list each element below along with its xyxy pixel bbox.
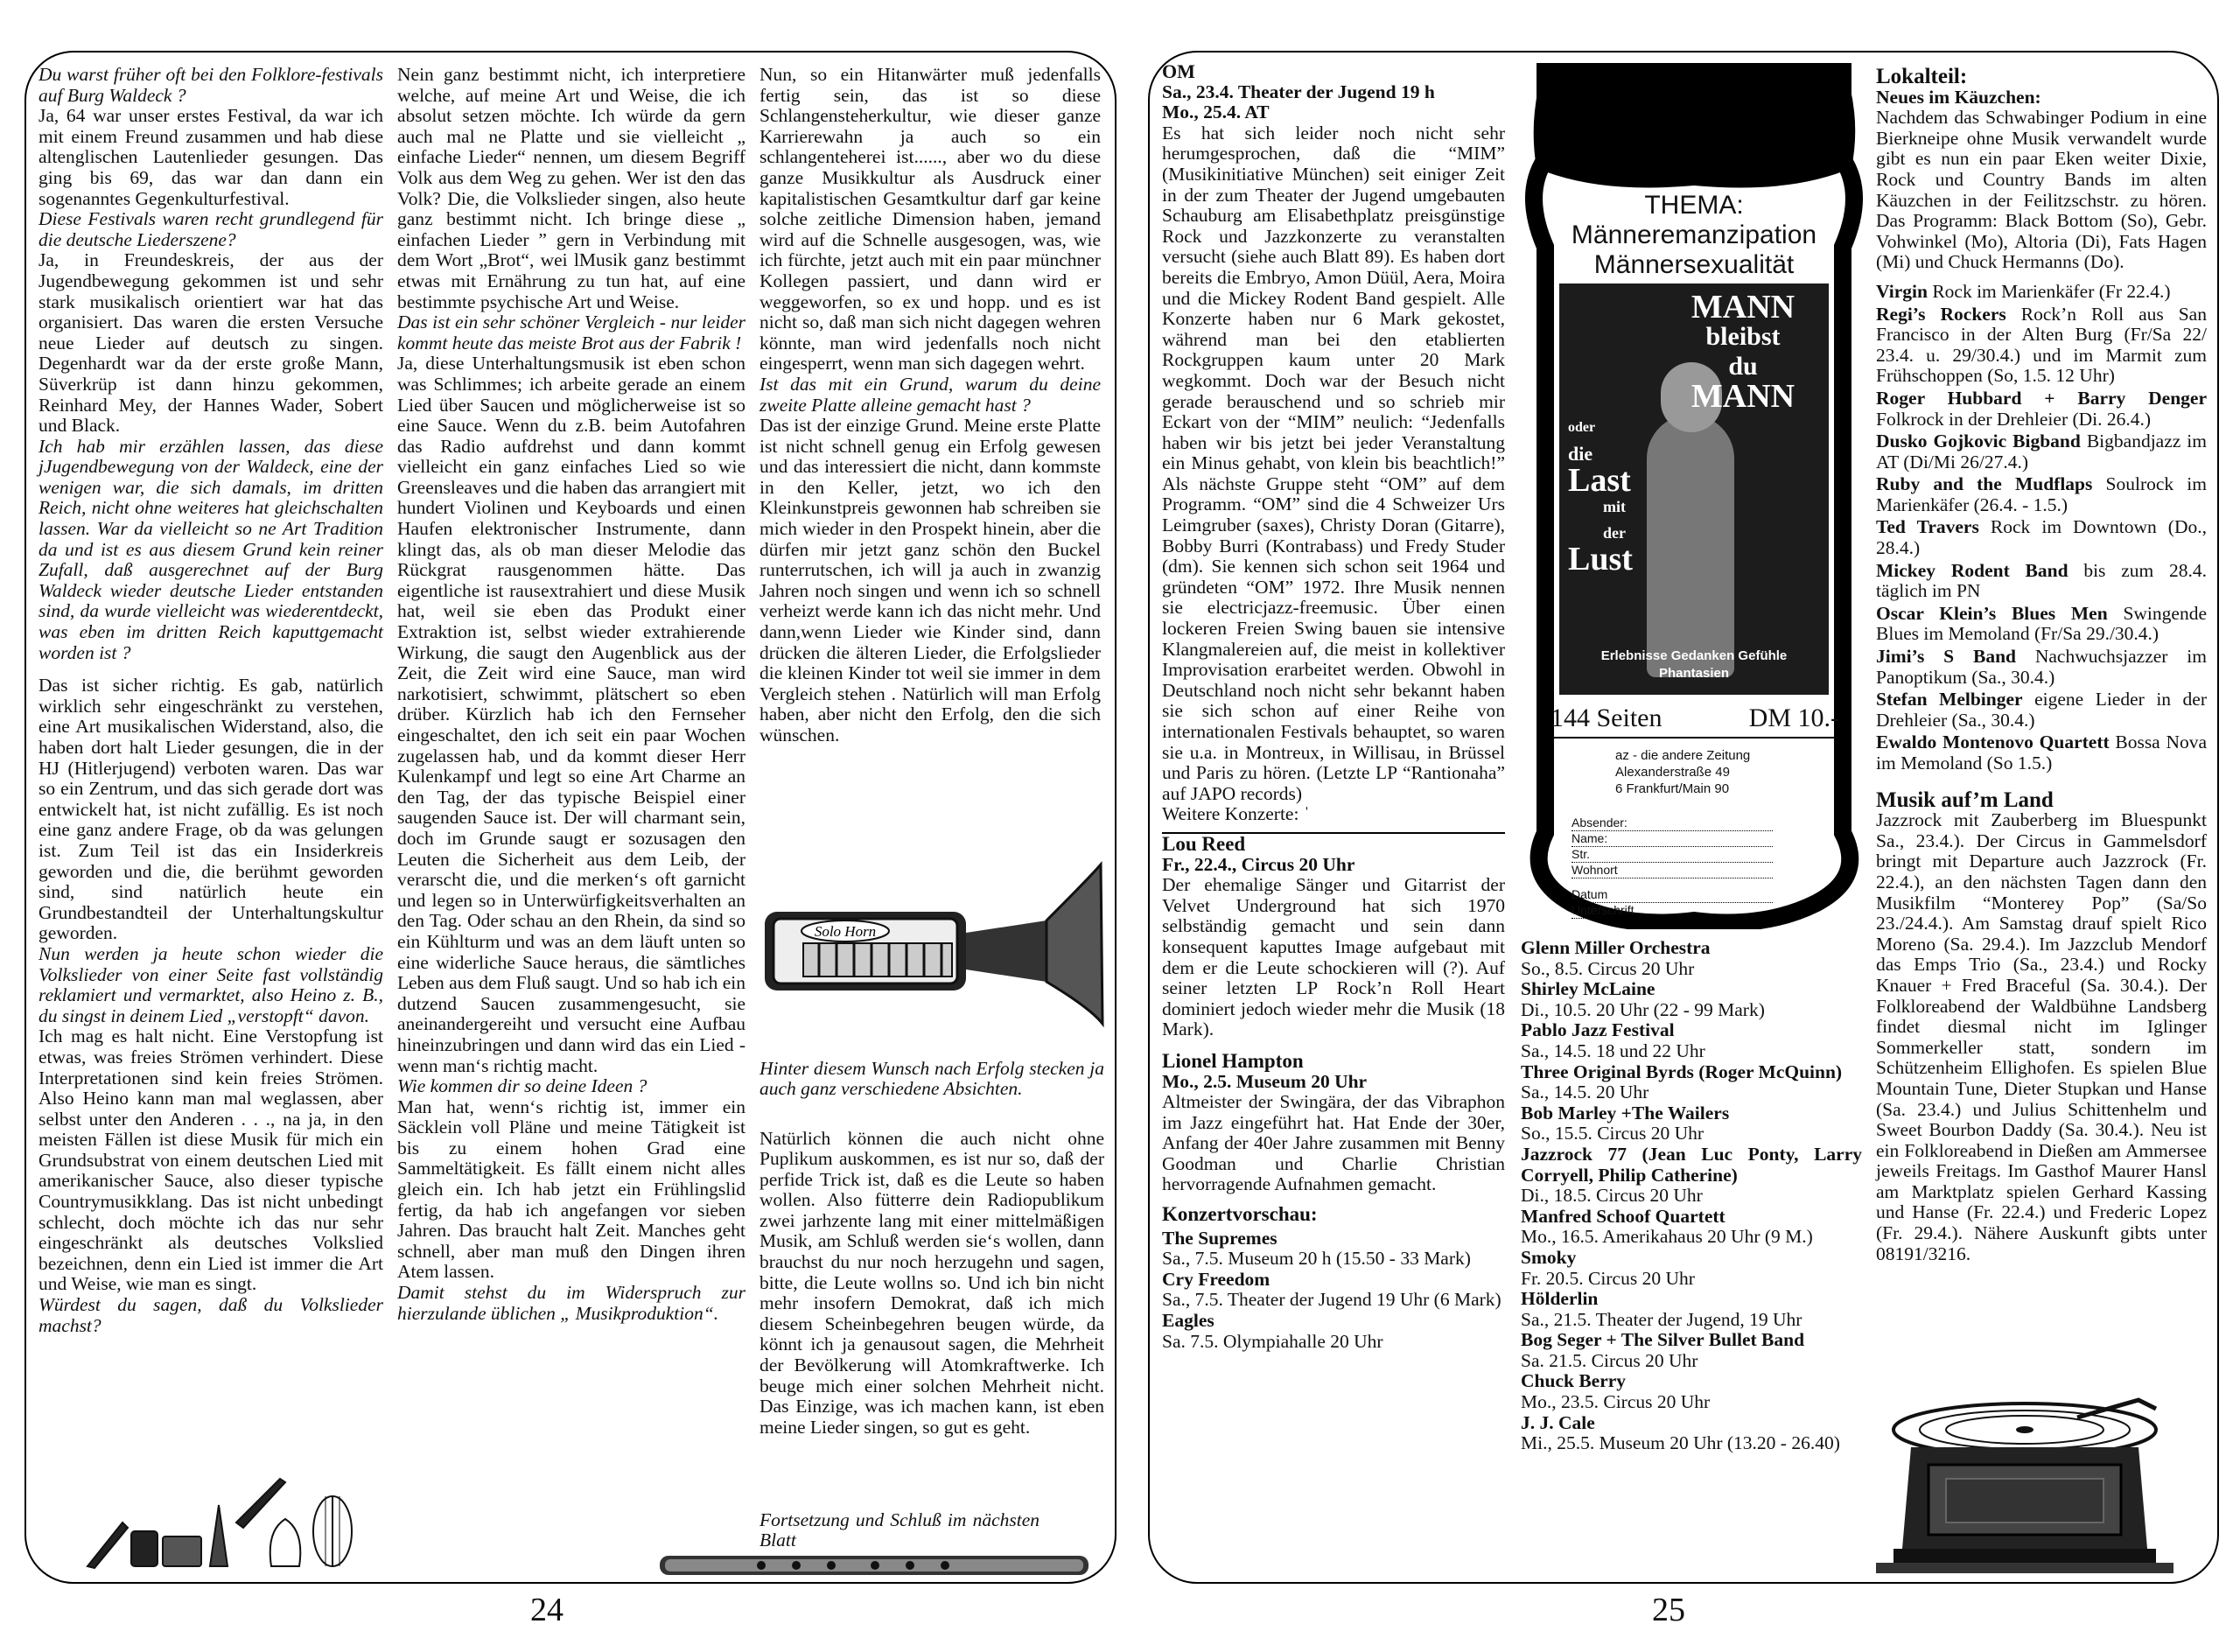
interview-answer: Ja, 64 war unser erstes Festival, da war ich mit einem Freund zusammen und hab diese altenglischen Lautenlieder gesungen. Das ging bis 69, das war dan dann ein sogenanntes Gegenkulturfestival.: [38, 105, 383, 209]
interview-answer: Ja, diese Unterhaltungsmusik ist eben schon was Schlimmes; ich arbeite gerade an einem Lied über Saucen und möglicherweise ist so eine Sauce. Wenn du z.B. beim Autofahren das Radio aufdrehst und dann kommt vielleicht ein ganz einfaches Lied so wie Greensleaves und die haben das arrangiert mit hundert Violinen und Keyboards und einen Haufen elektronischer Instrumente, dann klingt das, als ob man dieser Melodie das Rückgrat rausgenommen hätte. Das eigentliche ist rausextrahiert und diese Musik hat, weil sie eben das Produkt einer Extraktion ist, selbst wieder extrahierende Wirkung, die saugt den Augenblick aus der Zeit, die Zeit wird eine Sauce, man wird narkotisiert, schwimmt, plätschert so eben drüber. Kürzlich hab ich den Fernseher eingeschaltet, den ich seit ein paar Wochen zugelassen hab, und da kommt dieser Herr Kulenkampf und legt so eine Art Charme an den Tag, der das typische Beispiel einer saugenden Sauce ist. Der will charmant sein, doch im Grunde saugt er sozusagen den Leuten die Sicherheit aus dem Leib, der verarscht die, und die merken‘s oft garnicht und legen so in Unterwürfigkeitsverhalten an den Tag. Oder schau an den Rhein, da sind so ein Kühlturm und was an dem läuft unten so eine widerliche Sauce heraus, die sämtliches Leben aus dem Fluß saugt. Und so hab ich ein dutzend Saucen zusammengesucht, sie aneinandergereiht und versucht eine Aufbau hineinzubringen und dann wird das ein Lied - wenn man‘s richtig macht.: [397, 353, 746, 1076]
lokal-list: [1876, 282, 2207, 774]
ad-address-1: az - die andere Zeitung: [1615, 748, 1751, 763]
listing-item: [1521, 1103, 1862, 1144]
listing-item: [1521, 1144, 1862, 1207]
interview-column-1: [38, 65, 383, 1336]
listing-name: Bog Seger + The Silver Bullet Band: [1521, 1329, 1805, 1351]
listing-info: Mo., 16.5. Amerikahaus 20 Uhr (9 M.): [1521, 1226, 1813, 1248]
listing-name: Eagles: [1162, 1310, 1214, 1332]
form-field: [1572, 903, 1773, 919]
listing-info: Di., 18.5. Circus 20 Uhr: [1521, 1185, 1703, 1207]
listing-item: [1521, 1330, 1862, 1371]
ad-pages: 144 Seiten: [1550, 704, 1662, 732]
om-title: OM: [1162, 60, 1195, 82]
form-field-label: Wohnort: [1572, 863, 1618, 877]
om-date-1: Sa., 23.4. Theater der Jugend 19 h: [1162, 80, 1435, 102]
listing-item: [1876, 431, 2207, 472]
listing-name: Ted Travers: [1876, 516, 1979, 538]
listing-item: [1876, 732, 2207, 774]
cover-der: der: [1603, 524, 1626, 542]
form-field-label: Absender:: [1572, 816, 1628, 830]
page-number-right: 25: [1652, 1592, 1685, 1628]
listing-info: Sa., 7.5. Theater der Jugend 19 Uhr (6 Mark): [1162, 1289, 1502, 1311]
listing-name: Chuck Berry: [1521, 1370, 1627, 1392]
listing-name: Jazzrock 77 (Jean Luc Ponty, Larry Corryell, Philip Catherine): [1521, 1143, 1862, 1186]
listing-item: [1162, 1228, 1505, 1270]
listing-name: Pablo Jazz Festival: [1521, 1019, 1675, 1041]
listing-info: bis zum 28.4. täglich im PN: [1876, 559, 2208, 602]
listing-item: [1521, 1413, 1862, 1454]
cover-mit: mit: [1603, 498, 1626, 515]
listing-info: Di., 10.5. 20 Uhr (22 - 99 Mark): [1521, 998, 1765, 1020]
lou-title: Lou Reed: [1162, 832, 1246, 855]
interview-question: Wie kommen dir so deine Ideen ?: [397, 1075, 648, 1097]
cover-oder: oder: [1568, 420, 1596, 435]
listing-name: Jimi’s S Band: [1876, 646, 2016, 668]
lokal-intro: Nachdem das Schwabinger Podium in eine Bierkneipe ohne Musik verwandelt wurde gibt es nun ein paar Eken weiter Dixie, Rock und Country Bands im alten Käuzchen in der Feilitzschstr. zu hören. Das Programm: Black Bottom (So), Gebr. Vohwinkel (Mo), Altoria (Di), Fats Hagen (Mi) und Chuck Hermanns (Do).: [1876, 107, 2207, 273]
lokalteil: [1876, 66, 2207, 1264]
listing-item: [1876, 388, 2207, 430]
interview-answer: Ja, in Freundeskreis, der aus der Jugendbewegung gekommen ist und sehr stark musikalisch orientiert war hat das organisiert. Das waren die ersten Versuche neue Lieder auf deutsch zu singen. Degenhardt war da der erste große Mann, Süverkrüp ist dann hinzu gekommen, Reinhard Mey, der Hannes Wader, Sobert und Black.: [38, 249, 383, 437]
listing-name: Hölderlin: [1521, 1288, 1599, 1310]
listing-info: Folkrock in der Drehleier (Di. 26.4.): [1876, 408, 2152, 430]
listing-name: Bob Marley +The Wailers: [1521, 1102, 1730, 1124]
listing-name: Shirley McLaine: [1521, 978, 1656, 1000]
listing-info: Rock’n Roll aus San Francisco in der Alten Burg (Fr/Sa 22/ 23.4. u. 29/30.4.) und im Marmit zum Frühschoppen (So, 1.5. 12 Uhr): [1876, 303, 2207, 387]
right-page: [1148, 51, 2219, 1584]
listing-name: Stefan Melbinger: [1876, 689, 2023, 710]
continued-note: Fortsetzung und Schluß im nächsten Blatt: [760, 1508, 1040, 1551]
cover-mann-2: MANN: [1690, 378, 1796, 415]
lionel-text: Altmeister der Swingära, der das Vibraphon im Jazz eingeführt hat. Hat Ende der 30er, Anfang der 40er Jahre zusammen mit Benny Goodman und Charlie Christian hervorragende Aufnahmen gemacht.: [1162, 1091, 1505, 1195]
page-number-left: 24: [530, 1592, 564, 1628]
flute-illustration: [656, 1544, 1094, 1584]
interview-answer: Nein ganz bestimmt nicht, ich interpretiere welche, auf meine Art und Weise, die ich absolut setzen möchte. Ich würde da gern auch mal ne Platte und sie vielleicht „ einfache Lieder“ nennen, um diesem Begriff Volk aus dem Weg zu gehen. Wer ist den das Volk? Die, die Volkslieder singen, also heute ganz bestimmt nicht. Ich bringe diese „ einfachen Lieder ” gern in Verbindung mit dem Wort „Brot“, wei lMusik ganz bestimmt etwas mit Ernährung zu tun hat, auf eine bestimmte psychische Art und Weise.: [397, 64, 746, 312]
listing-name: Ruby and the Mudflaps: [1876, 473, 2093, 495]
listing-name: The Supremes: [1162, 1227, 1278, 1249]
listing-info: Sa., 14.5. 20 Uhr: [1521, 1082, 1649, 1103]
form-field-label: Str.: [1572, 847, 1591, 861]
form-field-label: Name:: [1572, 831, 1608, 845]
land-text: Jazzrock mit Zauberberg im Bluespunkt Sa., 23.4.). Der Circus in Gammelsdorf bringt mit Departure auch Jazzrock (Fr. 22.4.), an den nächsten Tagen dann den Musikfilm “Monterey Pop” (Sa/So 23./24.4.). Am Samstag drauf spielt Rico Moreno (Sa. 29.4.). Im Jazzclub Mendorf das Emps Trio (Sa., 23.4.) und Rocky Knauer + Fred Braceful (Sa. 30.4.). Der Folkloreabend der Waldbühne Landsberg findet diesmal nicht im Iglinger Sommerkeller statt, sondern im Schützenheim Ellighofen. Es spielen Blue Mountain Tune, Dieter Stupkan und Hanse (Sa. 23.4.) und Julius Schittenhelm und Sweet Bourbon Daddy (Sa. 30.4.). Neu ist ein Folkloreabend in Dießen am Ammersee jeweils Freitags. Im Gasthof Maurer Hansl am Marktplatz spielen Gerhard Kassing und Hanse (Fr. 22.4.) und Frederic Lopez (Fr. 29.4.). Nähere Auskunft gibts unter 08191/3216.: [1876, 809, 2207, 1264]
listing-info: Bossa Nova im Memoland (So 1.5.): [1876, 732, 2208, 774]
form-field: [1572, 863, 1773, 878]
listing-info: Soulrock im Marienkäfer (26.4. - 1.5.): [1876, 473, 2208, 515]
cover-mann-1: MANN: [1690, 289, 1796, 326]
ad-price: DM 10.-: [1748, 704, 1839, 732]
order-form: [1572, 816, 1773, 919]
listing-item: [1521, 1248, 1862, 1289]
listing-name: Roger Hubbard + Barry Denger: [1876, 387, 2207, 409]
interview-question: Würdest du sagen, daß du Volkslieder machst?: [38, 1294, 383, 1336]
listing-info: Rock im Downtown (Do., 28.4.): [1876, 516, 2207, 559]
cover-du: du: [1728, 352, 1758, 381]
listing-info: Nachwuchsjazzer im Panoptikum (Sa., 30.4.): [1876, 646, 2207, 688]
book-cover: [1559, 284, 1829, 695]
instruments-illustration: [70, 1470, 385, 1573]
listing-info: Mi., 25.5. Museum 20 Uhr (13.20 - 26.40): [1521, 1432, 1840, 1454]
listing-item: [1876, 282, 2207, 303]
form-field: [1572, 847, 1773, 863]
listing-name: Smoky: [1521, 1246, 1577, 1268]
cover-last: Last: [1568, 462, 1631, 499]
listing-name: Glenn Miller Orchestra: [1521, 937, 1711, 958]
ad-line-2: Männersexualität: [1593, 250, 1795, 279]
om-text: Es hat sich leider noch nicht sehr herumgesprochen, daß die “MIM” (Musikinitiative München) seit einiger Zeit in der zum Theater der Jugend umgebauten Schauburg am Elisabethplatz preisgünstige Rock und Jazzkonzerte zu veranstalten versucht (siehe auch Blatt 89). Es haben dort bereits die Embryo, Amon Düül, Aera, Moira und die Mickey Rodent Band gespielt. Alle Konzerte haben nur 6 Mark gekostet, während man bei den etablierten Rockgruppen kaum unter 20 Mark wegkommt. Doch war der Besuch nicht gerade berauschend und so schrieb mir Eckart von der “MIM” neulich: “Jedenfalls haben wir bis jetzt bei jeder Veranstaltung ein Minus gehabt, von klein bis beachtlich!” Als nächste Gruppe steht “OM” auf dem Programm. “OM” sind die 4 Schweizer Urs Leimgruber (saxes), Christy Doran (Gitarre), Bobby Burri (Kontrabass) und Fredy Studer (dm). Sie kennen sich schon seit 1964 und gründeten “OM” 1972. Ihre Musik nennen sie electricjazz-freemusic. Über einen lockeren Freien Swing bauen sie intensive Klangmalereien auf, die meist in kollektiver Improvisation erarbeitet werden. Obwohl in Deutschland noch nicht sehr bekannt haben sie sich schon auf einer Reihe von internationalen Festivals behauptet, so waren sie u.a. in Montreux, in Willisau, in Brüssel und Paris zu hören. (Letzte LP “Rantionaha” auf JAPO records): [1162, 122, 1505, 804]
listing-item: [1876, 517, 2207, 558]
listing-item: [1521, 1020, 1862, 1061]
listing-name: Virgin: [1876, 280, 1928, 302]
preview-list: [1162, 1228, 1505, 1353]
listing-name: Mickey Rodent Band: [1876, 559, 2068, 581]
listing-item: [1876, 690, 2207, 731]
interview-column-3-bottom: Natürlich können die auch nicht ohne Puplikum auskommen, es ist nur so, daß der perfide Trick ist, daß es die Leute so haben wollen. Also fütterre dein Radiopublikum zwei jarhzente lang mit einer mittelmäßigen Musik, am Schluß werden sie‘s wollen, dann brauchst du nur noch herzugehn und sagen, bitte, die Leute wollns so. Und ich bin nicht mehr insofern Demokrat, daß ich mich diesem Scheinbegehren beugen würde, da könnt ich ja genausout sagen, die Mehrheit der Bevölkerung will Atomkraftwerke. Ich beuge mich einer solchen Mehrheit nicht. Das Einzige, was ich machen kann, ist eben meine Lieder singen, so gut es geht.: [760, 1127, 1104, 1438]
listing-item: [1521, 1062, 1862, 1103]
interview-column-2: [397, 65, 746, 1324]
listing-info: Rock im Marienkäfer (Fr 22.4.): [1932, 280, 2171, 302]
interview-answer: Ich mag es halt nicht. Eine Verstopfung ist etwas, was freies Strömen verhindert. Diese Interpretationen sind kein freies Strömen. Also Heino kann man mal weglassen, aber selbst unter den Anderen . . ., na ja, in den meisten Fällen ist diese Musik für mich ein Grundsubstrat von einem deutschen Lied mit amerikanischer Sauce, also dieser typische Countrymusikklang. Das ist nicht unbedingt schlecht, doch möchte ich das nur sehr eingeschränkt als deutsches Volkslied bezeichnen, denn ein Lied ist immer die Art und Weise, wie man es singt.: [38, 1026, 383, 1295]
interview-answer: Nun, so ein Hitanwärter muß jedenfalls fertig sein, das ist so diese Schlangensteherkultur, wie dieser ganze Karrierewahn ja auch so ein schlangenteherei ist......, aber wo du diese ganze Musikkultur als Ausdruck einer kapitalistischen Gesamtkultur darf gar keine solche zeitliche Dimension haben, jemand wird auf die Schnelle ausgesogen, was, wie ich fürchte, jetzt auch mit ein paar münchner Kollegen passiert, und dann wird er weggeworfen, so ex und hopp. und es ist nicht so, daß man sich nicht dagegen wehren könnte, man wird jedenfalls noch nicht eingesperrt, wenn man sich dagegen wehrt.: [760, 64, 1101, 374]
interview-answer: Man hat, wenn‘s richtig ist, immer ein Säcklein voll Pläne und meine Tätigkeit ist bis zu einem hohen Grad eine Sammeltätigkeit. Es fällt einem nicht alles gleich ein. Ich hab jetzt ein Frühlingslid fertig, da hab ich angefangen vor sieben Jahren. Das braucht halt Zeit. Manches geht schnell, aber man muß den Dingen ihren Atem lassen.: [397, 1096, 746, 1283]
interview-answer: Das ist der einzige Grund. Meine erste Platte ist nicht schnell genug ein Erfolg gewesen und das interessiert die nicht, dann kommste in den Keller, jetzt, wo ich den Kleinkunstpreis gewonnen hab schreiben sie mich wieder in den Prospekt hinein, aber die dürfen mir jetzt ganz schön den Buckel runterrutschen, ich will ja auch in zwanzig Jahren noch singen und wenn ich so schnell verheizt werde kann ich das nicht mehr. Und dann,wenn Lieder wie Kinder sind, dann drücken die älteren Lieder, die Erfolgslieder die kleinen Kinder tot weil sie immer in dem Vergleich stehen . Natürlich will man Erfolg haben, aber nicht den Erfolg, den die sich wünschen.: [760, 415, 1101, 746]
listing-info: Sa., 21.5. Theater der Jugend, 19 Uhr: [1521, 1308, 1802, 1330]
concert-listing: [1521, 938, 1862, 1454]
listing-name: Dusko Gojkovic Bigband: [1876, 430, 2081, 452]
paragraph-gap: [38, 663, 383, 676]
listing-info: So., 15.5. Circus 20 Uhr: [1521, 1123, 1704, 1144]
ad-line-1: Männeremanzipation: [1571, 220, 1817, 249]
listing-name: Manfred Schoof Quartett: [1521, 1205, 1726, 1227]
listing-info: Mo., 23.5. Circus 20 Uhr: [1521, 1391, 1711, 1413]
lionel-date: Mo., 2.5. Museum 20 Uhr: [1162, 1070, 1368, 1092]
harmonica-label: Solo Horn: [814, 923, 877, 940]
lokal-title: Lokalteil:: [1876, 65, 1968, 88]
listing-info: Fr. 20.5. Circus 20 Uhr: [1521, 1267, 1695, 1289]
lokal-sub: Neues im Käuzchen:: [1876, 86, 2041, 108]
harmonica-illustration: [758, 859, 1108, 1031]
cover-bleibst: bleibst: [1705, 322, 1781, 351]
listing-info: Bigbandjazz im AT (Di/Mi 26/27.4.): [1876, 430, 2207, 472]
form-field-label: Datum: [1572, 887, 1608, 901]
form-field-label: Unterschrift: [1572, 903, 1634, 917]
cover-die: die: [1568, 443, 1593, 465]
gramophone-illustration: [1858, 1391, 2191, 1575]
ad-address-3: 6 Frankfurt/Main 90: [1615, 781, 1730, 796]
interview-question: Ist das mit ein Grund, warum du deine zweite Platte alleine gemacht hast ?: [760, 373, 1101, 416]
listing-item: [1521, 979, 1862, 1020]
interview-column-3-top: [760, 65, 1101, 746]
interview-question: Ich hab mir erzählen lassen, das diese jJugendbewegung von der Waldeck, eine der wenigen war, die sich damals, im dritten Reich, nicht ohne weiteres hat gleichschalten lassen. War da vielleicht so ne Art Tradition da und ist es aus diesem Grund kein reiner Zufall, daß ausgerechnet auf der Burg Waldeck wieder deutsche Lieder entstanden sind, da wurde vielleicht was wiederentdeckt, was eben im dritten Reich kaputtgemacht worden ist ?: [38, 435, 383, 663]
more-concerts: Weitere Konzerte: ˈ: [1162, 803, 1310, 825]
land-title: Musik auf’m Land: [1876, 788, 2054, 812]
listing-info: Sa. 21.5. Circus 20 Uhr: [1521, 1349, 1698, 1371]
interview-question: Nun werden ja heute schon wieder die Volkslieder von einer Seite fast vollständig reklamiert und vermarktet, also Heino z. B., du singst in deinem Lied „verstopft“ davon.: [38, 942, 383, 1026]
listing-name: J. J. Cale: [1521, 1411, 1595, 1433]
cover-bottom-2: Phantasien: [1658, 666, 1730, 681]
ad-thema: THEMA:: [1644, 191, 1744, 220]
form-field: [1572, 831, 1773, 847]
lionel-title: Lionel Hampton: [1162, 1049, 1304, 1072]
listing-info: So., 8.5. Circus 20 Uhr: [1521, 957, 1695, 979]
listing-name: Ewaldo Montenovo Quartett: [1876, 732, 2110, 753]
listing-item: [1876, 474, 2207, 515]
om-date-2: Mo., 25.4. AT: [1162, 102, 1270, 123]
listing-item: [1162, 1311, 1505, 1352]
listing-item: [1876, 561, 2207, 602]
listing-item: [1521, 1207, 1862, 1248]
cover-lust: Lust: [1568, 541, 1633, 578]
lou-date: Fr., 22.4., Circus 20 Uhr: [1162, 853, 1355, 875]
listing-info: eigene Lieder in der Drehleier (Sa., 30.4.): [1876, 689, 2208, 731]
lou-text: Der ehemalige Sänger und Gitarrist der Velvet Underground hat sich 1970 selbständig gemacht und sein dann konsequent kaputtes Image aufgebaut mit dem er die Leute schockieren will (?). Auf seiner letzten LP Rock’n Roll Heart dominiert jedoch wieder mehr die Musik (18 Mark).: [1162, 874, 1505, 1040]
listing-item: [1521, 938, 1862, 979]
preview-title: Konzertvorschau:: [1162, 1203, 1318, 1226]
listing-name: Regi’s Rockers: [1876, 303, 2006, 325]
left-page: [24, 51, 1116, 1584]
interview-question: Damit stehst du im Widerspruch zur hierzulande üblichen „ Musikproduktion“.: [397, 1282, 746, 1324]
listing-item: [1162, 1270, 1505, 1311]
image-caption: Hinter diesem Wunsch nach Erfolg stecken ja auch ganz verschiedene Absichten.: [760, 1057, 1104, 1100]
listing-item: [1876, 304, 2207, 387]
ad-address-2: Alexanderstraße 49: [1615, 765, 1730, 780]
interview-question: Du warst früher oft bei den Folklore-festivals auf Burg Waldeck ?: [38, 64, 383, 106]
om-article: [1162, 61, 1505, 1352]
form-field: [1572, 816, 1773, 831]
listing-info: Sa., 14.5. 18 und 22 Uhr: [1521, 1040, 1705, 1061]
listing-name: Cry Freedom: [1162, 1268, 1270, 1290]
listing-item: [1876, 604, 2207, 645]
listing-item: [1876, 647, 2207, 688]
interview-question: Diese Festivals waren recht grundlegend für die deutsche Liederszene?: [38, 208, 383, 250]
listing-name: Oscar Klein’s Blues Men: [1876, 602, 2108, 624]
listing-item: [1521, 1289, 1862, 1330]
form-field: [1572, 887, 1773, 903]
interview-answer: Das ist sicher richtig. Es gab, natürlich wirklich sehr eingeschränkt zu verstehen, eine Art musikalischen Widerstand, also, die haben dort halt Lieder gesungen, die in der HJ (Hitlerjugend) verboten waren. Das war so ein Zentrum, und das sich gerade dort was entwickelt hat, ist nicht zufällig. Es ist noch eine ganz andere Frage, ob da was gelungen ist. Zum Teil ist das ein Insiderkreis geworden und die, die berühmt geworden sind, sind natürlich heute ein Grundbestandteil der Unterhaltungskultur geworden.: [38, 675, 383, 944]
listing-item: [1521, 1371, 1862, 1412]
listing-name: Three Original Byrds (Roger McQuinn): [1521, 1060, 1843, 1082]
listing-info: Sa., 7.5. Museum 20 h (15.50 - 33 Mark): [1162, 1248, 1471, 1270]
interview-question: Das ist ein sehr schöner Vergleich - nur leider kommt heute das meiste Brot aus der Fabrik !: [397, 312, 746, 354]
listing-info: Sa. 7.5. Olympiahalle 20 Uhr: [1162, 1330, 1383, 1352]
cover-bottom: Erlebnisse Gedanken Gefühle: [1600, 648, 1788, 663]
listing-info: Swingende Blues im Memoland (Fr/Sa 29./30.4.): [1876, 602, 2207, 645]
book-advertisement: [1519, 63, 1869, 929]
